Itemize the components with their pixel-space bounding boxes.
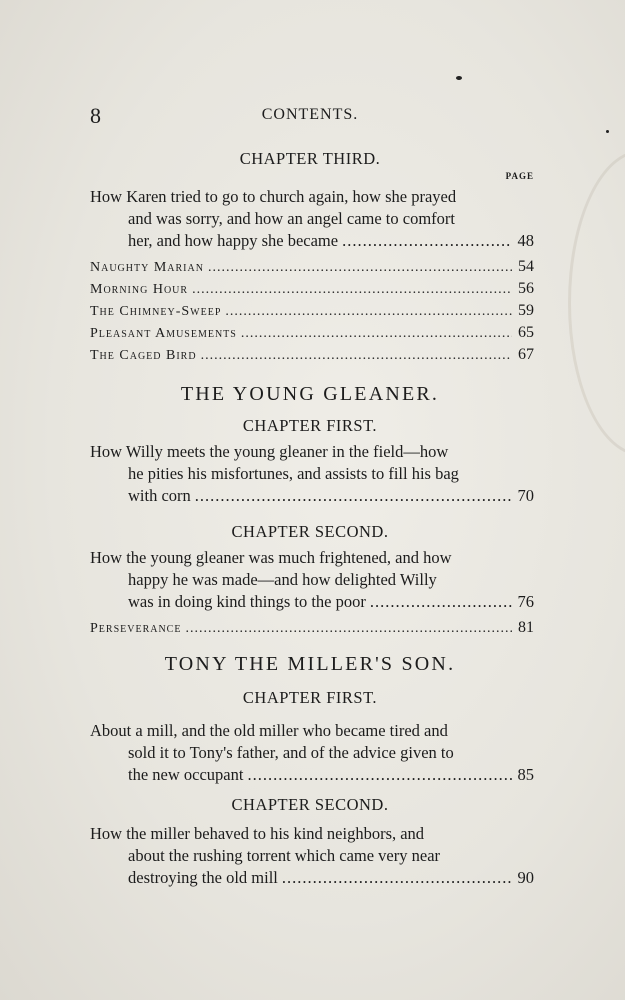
- toc-entry: [90, 186, 534, 252]
- dot-leader: [370, 591, 512, 613]
- entry-line: sold it to Tony's father, and of the advice given to: [128, 743, 454, 762]
- dot-leader: [241, 323, 512, 345]
- entry-page: 90: [517, 868, 534, 887]
- subentry-title: Perseverance: [90, 621, 182, 636]
- chapter-heading: CHAPTER FIRST.: [242, 416, 378, 435]
- dot-leader: [208, 257, 512, 279]
- subentry-page: 56: [518, 280, 534, 297]
- subentry-title: The Caged Bird: [90, 348, 197, 363]
- toc-entry: [90, 823, 534, 889]
- entry-line-text: destroying the old mill: [128, 868, 278, 887]
- ink-speck: [456, 76, 462, 80]
- toc-entry: [90, 441, 534, 507]
- page-column-label: PAGE: [505, 171, 534, 181]
- dot-leader: [185, 618, 512, 640]
- section-title: THE YOUNG GLEANER.: [180, 383, 440, 405]
- entry-page: 85: [517, 765, 534, 784]
- subentry-page: 59: [518, 302, 534, 319]
- entry-line: How the young gleaner was much frightened, and how: [90, 548, 452, 567]
- subentry-title: Morning Hour: [90, 282, 189, 297]
- entry-line: about the rushing torrent which came very near: [128, 846, 441, 865]
- subentry-page: 65: [518, 324, 534, 341]
- entry-page: 70: [517, 486, 534, 505]
- entry-line-text: the new occupant: [128, 765, 244, 784]
- dot-leader: [192, 279, 512, 301]
- dot-leader: [342, 230, 511, 252]
- entry-line: happy he was made—and how delighted Willy: [128, 570, 437, 589]
- subentry-title: The Chimney-Sweep: [90, 304, 222, 319]
- entry-last-line: [90, 591, 534, 613]
- entry-line: About a mill, and the old miller who became tired and: [90, 721, 448, 740]
- ink-speck: [606, 130, 609, 133]
- entry-line: he pities his misfortunes, and assists to fill his bag: [128, 464, 459, 483]
- toc-entry: [90, 547, 534, 613]
- toc-subentry: [90, 344, 534, 366]
- entry-last-line: [90, 867, 534, 889]
- dot-leader: [247, 764, 511, 786]
- running-header: [90, 103, 530, 129]
- toc-subentry: [90, 278, 534, 300]
- running-title: CONTENTS.: [261, 106, 359, 123]
- page-number: 8: [90, 103, 101, 128]
- section-title: TONY THE MILLER'S SON.: [164, 653, 456, 675]
- subentry-page: 67: [518, 346, 534, 363]
- subentry-title: Pleasant Amusements: [90, 326, 237, 341]
- entry-line: How Karen tried to go to church again, how she prayed: [90, 187, 457, 206]
- dot-leader: [225, 301, 512, 323]
- subentry-title: Naughty Marian: [90, 260, 204, 275]
- entry-last-line: [90, 485, 534, 507]
- entry-line: How the miller behaved to his kind neighbors, and: [90, 824, 425, 843]
- entry-line-text: with corn: [128, 486, 191, 505]
- subentry-page: 54: [518, 258, 534, 275]
- subentry-page: 81: [518, 619, 534, 636]
- dot-leader: [201, 345, 512, 367]
- toc-subentry: [90, 617, 534, 639]
- dot-leader: [195, 485, 512, 507]
- toc-subentry: [90, 300, 534, 322]
- bleed-through-mark: [568, 150, 625, 456]
- chapter-heading: CHAPTER SECOND.: [231, 795, 389, 814]
- entry-last-line: [90, 230, 534, 252]
- entry-page: 76: [517, 592, 534, 611]
- toc-subentry: [90, 322, 534, 344]
- entry-page: 48: [517, 231, 534, 250]
- chapter-heading: CHAPTER SECOND.: [231, 522, 389, 541]
- dot-leader: [282, 867, 512, 889]
- toc-subentry: [90, 256, 534, 278]
- entry-line-text: her, and how happy she became: [128, 231, 339, 250]
- entry-line-text: was in doing kind things to the poor: [128, 592, 366, 611]
- entry-line: How Willy meets the young gleaner in the field—how: [90, 442, 449, 461]
- entry-last-line: [90, 764, 534, 786]
- chapter-heading: CHAPTER THIRD.: [239, 149, 381, 168]
- entry-line: and was sorry, and how an angel came to comfort: [128, 209, 455, 228]
- toc-entry: [90, 720, 534, 786]
- chapter-heading: CHAPTER FIRST.: [242, 688, 378, 707]
